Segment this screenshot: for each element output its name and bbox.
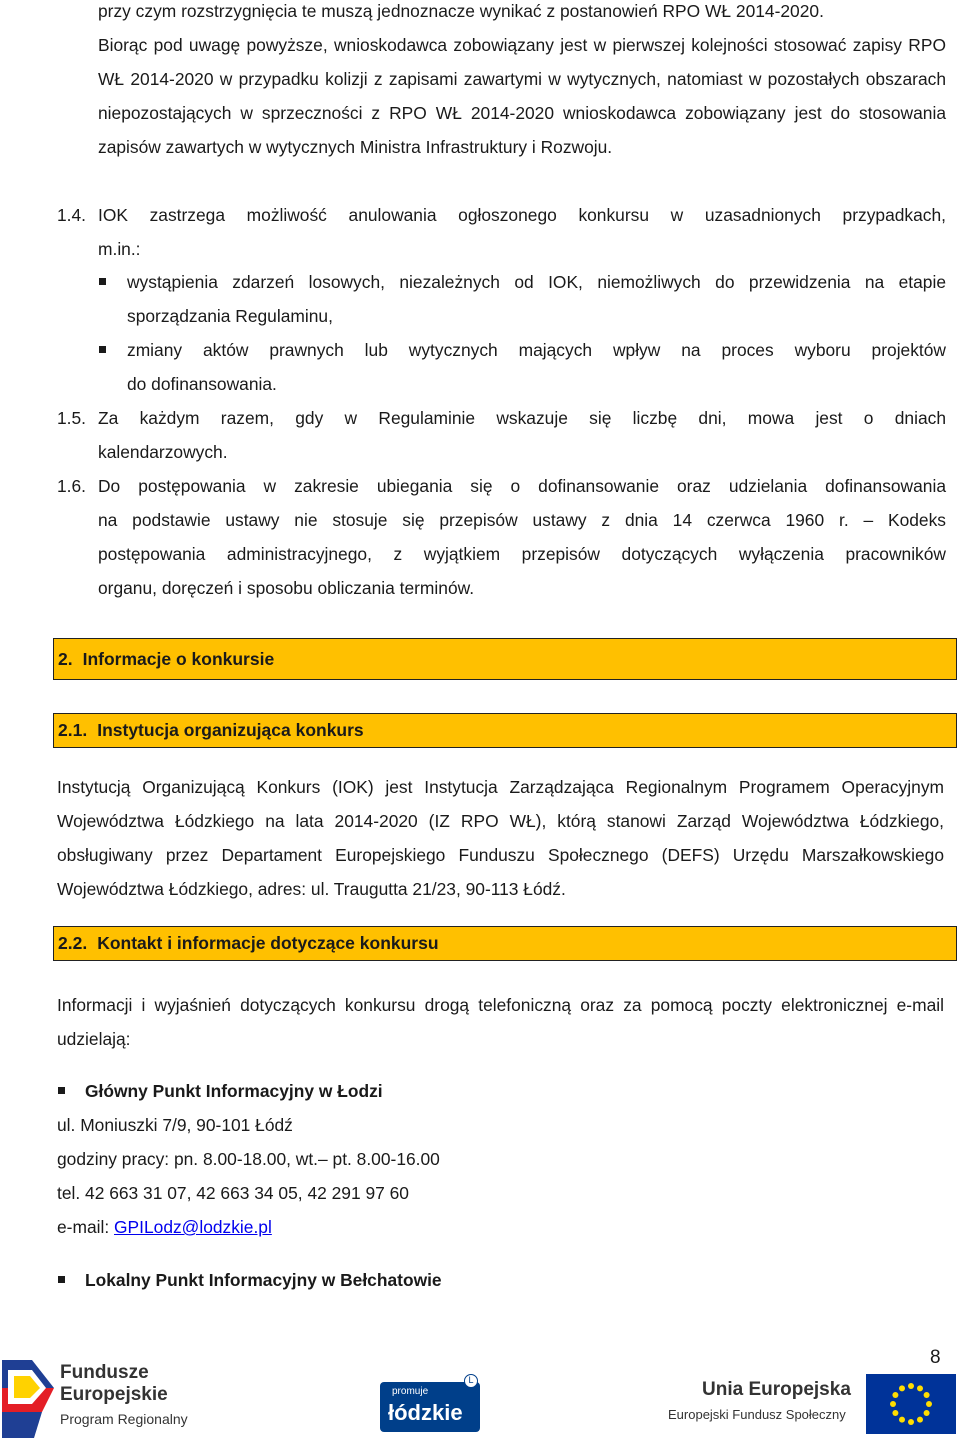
section-title: Informacje o konkursie bbox=[82, 648, 275, 669]
bullet-square-icon bbox=[58, 1276, 65, 1283]
contact-email-line bbox=[57, 1210, 272, 1244]
logo-text: Unia Europejska bbox=[702, 1379, 851, 1400]
logo-text: Europejskie bbox=[60, 1384, 168, 1405]
logo-text: Fundusze bbox=[60, 1362, 149, 1383]
contact-phone: tel. 42 663 31 07, 42 663 34 05, 42 291 97 60 bbox=[57, 1183, 409, 1203]
logo-text: Europejski Fundusz Społeczny bbox=[668, 1407, 846, 1422]
item-text: Do postępowania w zakresie ubiegania się o dofinansowanie oraz udzielania dofinansowania bbox=[98, 476, 946, 496]
section-heading-2-1 bbox=[53, 713, 957, 748]
list-item-text: do dofinansowania. bbox=[127, 374, 277, 394]
contact-point-title: Główny Punkt Informacyjny w Łodzi bbox=[85, 1081, 383, 1101]
item-text: kalendarzowych. bbox=[98, 442, 228, 462]
fe-logo-icon bbox=[2, 1360, 56, 1438]
list-item-text: wystąpienia zdarzeń losowych, niezależnych od IOK, niemożliwych do przewidzenia na etapie bbox=[127, 272, 946, 292]
logo-fundusze-europejskie bbox=[2, 1360, 202, 1440]
logo-big-text: łódzkie bbox=[388, 1400, 463, 1425]
item-text-row bbox=[98, 537, 946, 571]
item-number: 1.5. bbox=[57, 408, 87, 428]
item-text: na podstawie ustawy nie stosuje się przepisów ustawy z dnia 14 czerwca 1960 r. – Kodeks bbox=[98, 510, 946, 530]
section-number: 2. bbox=[58, 648, 73, 669]
page-number: 8 bbox=[930, 1347, 941, 1368]
paragraph-wytyczne: Biorąc pod uwagę powyższe, wnioskodawca zobowiązany jest w pierwszej kolejności stosować zapisy RPO WŁ 2014-2020 w przypadku kolizji z zapisami zawartymi w wytycznych, natomiast w pozostałych obszarach niepozostających w sprzeczności z RPO WŁ 2014-2020 wnioskodawca zobowiązany jest do stosowania zapisów zawartych w wytycznych Ministra Infrastruktury i Rozwoju. bbox=[98, 35, 946, 157]
logo-small-text: promuje bbox=[392, 1386, 429, 1397]
item-text-row bbox=[98, 503, 946, 537]
section-number: 2.1. bbox=[58, 720, 88, 740]
item-1-5 bbox=[57, 401, 946, 435]
bullet-square-icon bbox=[99, 346, 106, 353]
contact-hours: godziny pracy: pn. 8.00-18.00, wt.– pt. 8.00-16.00 bbox=[57, 1149, 440, 1169]
email-link[interactable]: GPILodz@lodzkie.pl bbox=[114, 1217, 272, 1237]
list-item-text: sporządzania Regulaminu, bbox=[127, 306, 333, 326]
item-text: organu, doręczeń i sposobu obliczania terminów. bbox=[98, 578, 475, 598]
bullet-square-icon bbox=[99, 278, 106, 285]
eu-flag-icon bbox=[866, 1374, 956, 1434]
section-title: Kontakt i informacje dotyczące konkursu bbox=[97, 933, 439, 953]
list-item bbox=[127, 265, 946, 299]
email-label: e-mail: bbox=[57, 1217, 115, 1237]
list-item bbox=[127, 333, 946, 367]
item-1-6 bbox=[57, 469, 946, 503]
section-number: 2.2. bbox=[58, 933, 88, 953]
logo-unia-europejska bbox=[664, 1370, 958, 1440]
item-text: postępowania administracyjnego, z wyjątkiem przepisów dotyczących wyłączenia pracowników bbox=[98, 544, 946, 564]
section-heading-2-2 bbox=[53, 926, 957, 961]
item-1-4 bbox=[57, 198, 946, 232]
registered-icon: L bbox=[464, 1374, 478, 1388]
item-text: m.in.: bbox=[98, 239, 141, 259]
bullet-square-icon bbox=[58, 1087, 65, 1094]
item-text: Za każdym razem, gdy w Regulaminie wskazuje się liczbę dni, mowa jest o dniach bbox=[98, 408, 946, 428]
item-text: IOK zastrzega możliwość anulowania ogłoszonego konkursu w uzasadnionych przypadkach, bbox=[98, 205, 946, 225]
section-heading-2 bbox=[53, 638, 957, 680]
logo-promuje-lodzkie bbox=[380, 1374, 484, 1436]
contact-point-title: Lokalny Punkt Informacyjny w Bełchatowie bbox=[85, 1270, 442, 1290]
list-item-text: zmiany aktów prawnych lub wytycznych mających wpływ na proces wyboru projektów bbox=[127, 340, 946, 360]
section-body: Instytucją Organizującą Konkurs (IOK) jest Instytucja Zarządzająca Regionalnym Programem Operacyjnym Województwa Łódzkiego na lata 2014-2020 (IZ RPO WŁ), którą stanowi Zarząd Województwa Łódzkiego, obsługiwany przez Departament Europejskiego Funduszu Społecznego (DEFS) Urzędu Marszałkowskiego Województwa Łódzkiego, adres: ul. Traugutta 21/23, 90-113 Łódź. bbox=[57, 777, 944, 899]
section-title: Instytucja organizująca konkurs bbox=[97, 720, 364, 740]
contact-address: ul. Moniuszki 7/9, 90-101 Łódź bbox=[57, 1115, 293, 1135]
item-number: 1.4. bbox=[57, 205, 87, 225]
section-body: Informacji i wyjaśnień dotyczących konkursu drogą telefoniczną oraz za pomocą poczty elektronicznej e-mail udzielają: bbox=[57, 995, 944, 1049]
item-number: 1.6. bbox=[57, 476, 87, 496]
text-line: przy czym rozstrzygnięcia te muszą jednoznacze wynikać z postanowień RPO WŁ 2014-2020. bbox=[98, 1, 824, 21]
logo-text: Program Regionalny bbox=[60, 1411, 188, 1427]
